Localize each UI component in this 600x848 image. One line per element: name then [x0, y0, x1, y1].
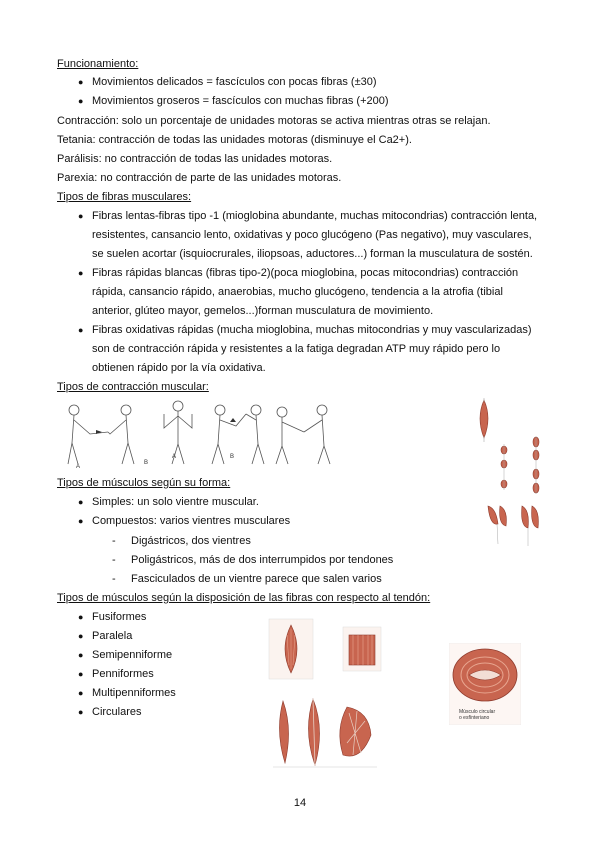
- list-item-continued: se suelen acortar (isquiocrurales, iliopsoas, aductores...) forman la musculatura de sostén.: [92, 248, 533, 260]
- list-item: Fusiformes: [92, 611, 147, 623]
- figure-letter: B: [230, 454, 235, 460]
- definition-contraccion: Contracción: solo un porcentaje de unidades motoras se activa mientras otras se relajan.: [57, 115, 491, 127]
- list-item: Paralela: [92, 630, 133, 642]
- bullet-dot: ●: [78, 77, 84, 87]
- bullet-dot: ●: [78, 325, 84, 335]
- definition-parexia: Parexia: no contracción de parte de las unidades motoras.: [57, 172, 342, 184]
- page-number: 14: [293, 797, 307, 809]
- heading-disposicion-fibras: Tipos de músculos según la disposición de las fibras con respecto al tendón:: [57, 592, 431, 604]
- figure-letter: B: [144, 460, 149, 466]
- list-item-continued: son de contracción rápida y resistentes a la fatiga degradan ATP muy rápido pero lo: [92, 343, 501, 355]
- list-item: Circulares: [92, 706, 142, 718]
- bullet-dot: ●: [78, 612, 84, 622]
- fiber-arrangement-figure: [265, 617, 385, 777]
- list-item: Penniformes: [92, 668, 154, 680]
- list-item: Fibras oxidativas rápidas (mucha mioglobina, muchas mitocondrias y muy vascularizadas): [92, 324, 532, 336]
- sub-list-item: Fasciculados de un vientre parece que salen varios: [131, 573, 382, 585]
- definition-tetania: Tetania: contracción de todas las unidades motoras (disminuye el Ca2+).: [57, 134, 412, 146]
- bullet-dot: ●: [78, 707, 84, 717]
- figure-caption: Músculo circular: [459, 709, 496, 715]
- list-item: Semipenniforme: [92, 649, 173, 661]
- heading-funcionamiento: Funcionamiento:: [57, 58, 139, 70]
- sub-list-item: Digástricos, dos vientres: [131, 535, 251, 547]
- bullet-dot: ●: [78, 669, 84, 679]
- bullet-dot: ●: [78, 211, 84, 221]
- heading-tipos-fibras: Tipos de fibras musculares:: [57, 191, 192, 203]
- list-item-continued: obtienen rápido por la vía oxidativa.: [92, 362, 266, 374]
- definition-paralisis: Parálisis: no contracción de todas las unidades motoras.: [57, 153, 333, 165]
- list-item: Fibras rápidas blancas (fibras tipo-2)(poca mioglobina, pocas mitocondrias) contracción: [92, 267, 519, 279]
- list-item-continued: anterior, glúteo mayor, gemelos...)forman musculatura de movimiento.: [92, 305, 434, 317]
- list-item: Movimientos delicados = fascículos con pocas fibras (±30): [92, 76, 377, 88]
- dash-marker: -: [112, 535, 116, 547]
- heading-tipos-forma: Tipos de músculos según su forma:: [57, 477, 231, 489]
- list-item-continued: resistentes, cansancio lento, oxidativas y poco glucógeno (Pas negativo), muy vasculares,: [92, 229, 532, 241]
- muscle-shapes-figure: [470, 398, 550, 550]
- bullet-dot: ●: [78, 650, 84, 660]
- figure-letter: A: [76, 464, 81, 470]
- contraction-sketch-figure: [60, 398, 340, 470]
- list-item: Simples: un solo vientre muscular.: [92, 496, 259, 508]
- list-item: Fibras lentas-fibras tipo -1 (mioglobina abundante, muchas mitocondrias) contracción lenta,: [92, 210, 538, 222]
- bullet-dot: ●: [78, 631, 84, 641]
- list-item: Multipenniformes: [92, 687, 176, 699]
- list-item: Movimientos groseros = fascículos con muchas fibras (+200): [92, 95, 389, 107]
- sub-list-item: Poligástricos, más de dos interrumpidos por tendones: [131, 554, 394, 566]
- heading-tipos-contraccion: Tipos de contracción muscular:: [57, 381, 209, 393]
- bullet-dot: ●: [78, 268, 84, 278]
- bullet-dot: ●: [78, 688, 84, 698]
- figure-letter: A: [172, 454, 177, 460]
- dash-marker: -: [112, 573, 116, 585]
- bullet-dot: ●: [78, 497, 84, 507]
- figure-caption: o esfínteriano: [459, 715, 490, 721]
- list-item: Compuestos: varios vientres musculares: [92, 515, 291, 527]
- dash-marker: -: [112, 554, 116, 566]
- circular-muscle-figure: [449, 643, 521, 725]
- bullet-dot: ●: [78, 516, 84, 526]
- bullet-dot: ●: [78, 96, 84, 106]
- list-item-continued: rápida, cansancio rápido, anaerobias, mucho glucógeno, tendencia a la atrofia (tibial: [92, 286, 503, 298]
